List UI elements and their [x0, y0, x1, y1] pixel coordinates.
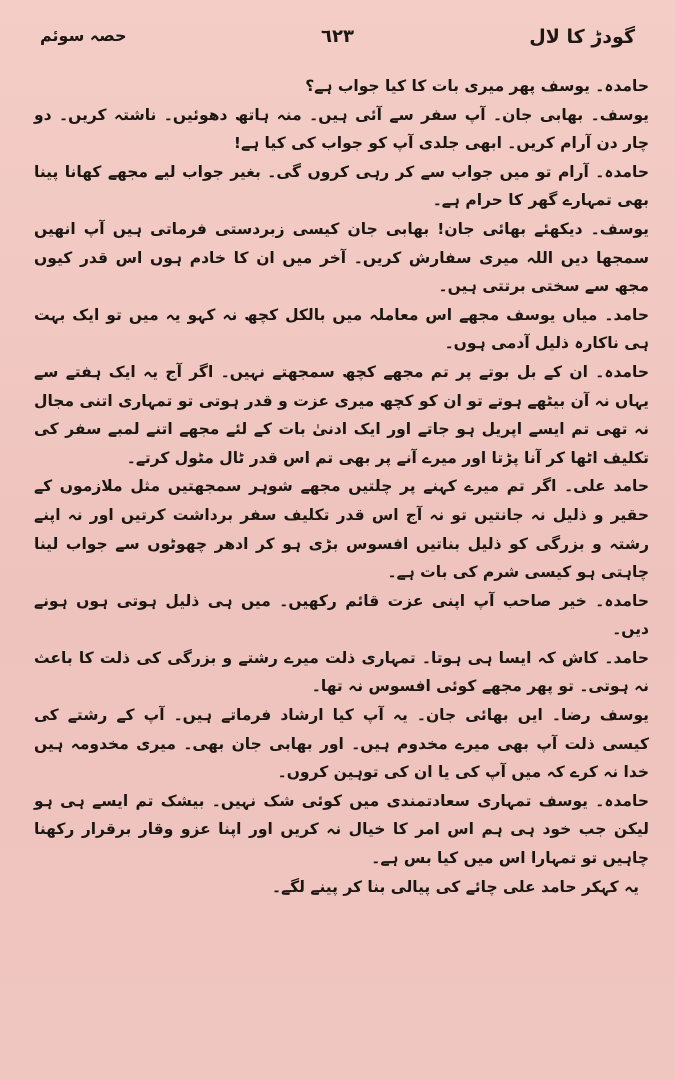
paragraph: حامدہ۔ یوسف تمہاری سعادتمندی میں کوئی شک نہیں۔ بیشک تم ایسے ہی ہو لیکن جب خود ہی ہم اس امر کا خیال نہ کریں اور اپنا عزو وقار برقرار رکھنا چاہیں تو تمہارا اس میں کیا بس ہے۔	[34, 791, 649, 868]
paragraph: یہ کہکر حامد علی چائے کی پیالی بنا کر پینے لگے۔	[272, 877, 639, 896]
paragraph: حامدہ۔ ان کے بل بوتے پر تم مجھے کچھ سمجھتے نہیں۔ اگر آج یہ ایک ہفتے سے یہاں نہ آن بیٹھے ہوتے تو ان کو کچھ میری عزت و قدر ہوتی تو تمہاری اتنی مجال نہ تھی تم ایسے اپریل ہو جاتے اور ایک ادنیٰ بات کے لئے مجھے اتنے لمبے سفر کی تکلیف اٹھا کر آنا پڑتا اور میرے آنے پر بھی تم اس قدر ٹال مٹول کرتے۔	[34, 362, 649, 467]
paragraph: حامدہ۔ یوسف پھر میری بات کا کیا جواب ہے؟	[305, 77, 649, 95]
paragraph: یوسف رضا۔ ایں بھائی جان۔ یہ آپ کیا ارشاد فرماتے ہیں۔ آپ کے رشتے کی کیسی ذلت آپ بھی میرے مخدوم ہیں۔ اور بھابی جان بھی۔ میری مخدومہ ہیں خدا نہ کرے کہ میں آپ کی یا ان کی توہین کروں۔	[34, 706, 649, 782]
book-title: گودڑ کا لال	[529, 26, 635, 48]
paragraph: حامد علی۔ اگر تم میرے کہنے پر چلتیں مجھے شوہر سمجھتیں مثل ملازموں کے حقیر و ذلیل نہ جانتیں تو نہ آج اس قدر تکلیف سفر برداشت کرتیں اور نہ اپنے رشتہ و بزرگی کو ذلیل بناتیں افسوس بڑی ہو کر ادھر چھوٹوں سے جواب لینا چاہتی ہو کیسی شرم کی بات ہے۔	[34, 477, 649, 582]
paragraph: یوسف۔ بھابی جان۔ آپ سفر سے آئی ہیں۔ منہ ہاتھ دھوئیں۔ ناشتہ کریں۔ دو چار دن آرام کریں۔ ابھی جلدی آپ کو جواب کی کیا ہے!	[34, 105, 649, 153]
section-label: حصہ سوئم	[40, 26, 127, 45]
page-header	[40, 18, 635, 66]
paragraph: حامدہ۔ آرام تو میں جواب سے کر رہی کروں گی۔ بغیر جواب لیے مجھے کھانا پینا بھی تمہارے گھر کا حرام ہے۔	[34, 162, 649, 210]
paragraph: حامدہ۔ خیر صاحب آپ اپنی عزت قائم رکھیں۔ میں ہی ذلیل ہوتی ہوں ہونے دیں۔	[34, 591, 649, 639]
page-number: ٦٢٣	[321, 26, 354, 47]
paragraph: حامد۔ کاش کہ ایسا ہی ہوتا۔ تمہاری ذلت میرے رشتے و بزرگی کی ذلت کا باعث نہ ہوتی۔ تو پھر مجھے کوئی افسوس نہ تھا۔	[34, 648, 649, 696]
paragraph: حامد۔ میاں یوسف مجھے اس معاملہ میں بالکل کچھ نہ کہو یہ میں تو ایک بہت ہی ناکارہ ذلیل آدمی ہوں۔	[34, 305, 649, 353]
paragraph: یوسف۔ دیکھئے بھائی جان! بھابی جان کیسی زبردستی فرماتی ہیں آپ انھیں سمجھا دیں اللہ میری سفارش کریں۔ آخر میں ان کا خادم ہوں اس قدر کیوں مجھ سے سختی برتتی ہیں۔	[34, 219, 649, 296]
dialogue-text	[34, 72, 649, 1050]
